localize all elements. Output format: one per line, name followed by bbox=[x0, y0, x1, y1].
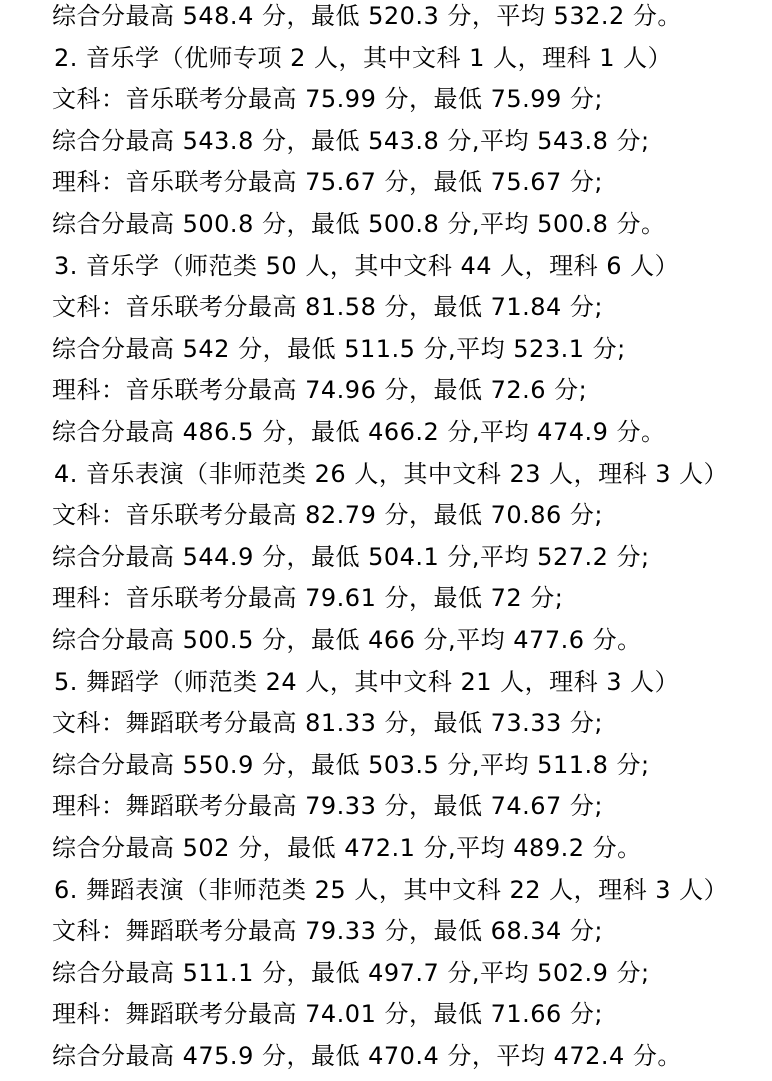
score-line: 文科：音乐联考分最高 75.99 分，最低 75.99 分; bbox=[52, 85, 604, 114]
section-heading: 2. 音乐学（优师专项 2 人，其中文科 1 人，理科 1 人） bbox=[54, 43, 673, 72]
score-line: 文科：舞蹈联考分最高 81.33 分，最低 73.33 分; bbox=[52, 709, 604, 738]
score-line: 理科：音乐联考分最高 74.96 分，最低 72.6 分; bbox=[52, 376, 588, 405]
score-line: 综合分最高 500.5 分，最低 466 分,平均 477.6 分。 bbox=[52, 626, 642, 654]
section-heading: 4. 音乐表演（非师范类 26 人，其中文科 23 人，理科 3 人） bbox=[54, 459, 729, 488]
score-line: 文科：音乐联考分最高 82.79 分，最低 70.86 分; bbox=[52, 501, 604, 530]
section-heading: 6. 舞蹈表演（非师范类 25 人，其中文科 22 人，理科 3 人） bbox=[54, 875, 729, 904]
score-line: 综合分最高 486.5 分，最低 466.2 分,平均 474.9 分。 bbox=[52, 418, 666, 446]
score-line: 文科：音乐联考分最高 81.58 分，最低 71.84 分; bbox=[52, 293, 604, 322]
score-line: 综合分最高 544.9 分，最低 504.1 分,平均 527.2 分; bbox=[52, 542, 650, 571]
score-line: 综合分最高 548.4 分，最低 520.3 分，平均 532.2 分。 bbox=[52, 2, 682, 30]
score-line: 综合分最高 550.9 分，最低 503.5 分,平均 511.8 分; bbox=[52, 750, 650, 779]
score-line: 综合分最高 475.9 分，最低 470.4 分，平均 472.4 分。 bbox=[52, 1042, 682, 1070]
score-line: 理科：舞蹈联考分最高 74.01 分，最低 71.66 分; bbox=[52, 1000, 604, 1029]
score-line: 理科：音乐联考分最高 75.67 分，最低 75.67 分; bbox=[52, 168, 604, 197]
score-line: 理科：音乐联考分最高 79.61 分，最低 72 分; bbox=[52, 584, 564, 613]
section-heading: 5. 舞蹈学（师范类 24 人，其中文科 21 人，理科 3 人） bbox=[54, 667, 680, 696]
score-line: 综合分最高 500.8 分，最低 500.8 分,平均 500.8 分。 bbox=[52, 210, 666, 238]
score-line: 综合分最高 502 分，最低 472.1 分,平均 489.2 分。 bbox=[52, 834, 642, 862]
section-heading: 3. 音乐学（师范类 50 人，其中文科 44 人，理科 6 人） bbox=[54, 251, 680, 280]
score-line: 综合分最高 542 分，最低 511.5 分,平均 523.1 分; bbox=[52, 334, 626, 363]
score-line: 综合分最高 511.1 分，最低 497.7 分,平均 502.9 分; bbox=[52, 958, 650, 987]
score-line: 综合分最高 543.8 分，最低 543.8 分,平均 543.8 分; bbox=[52, 126, 650, 155]
score-line: 文科：舞蹈联考分最高 79.33 分，最低 68.34 分; bbox=[52, 917, 604, 946]
score-line: 理科：舞蹈联考分最高 79.33 分，最低 74.67 分; bbox=[52, 792, 604, 821]
